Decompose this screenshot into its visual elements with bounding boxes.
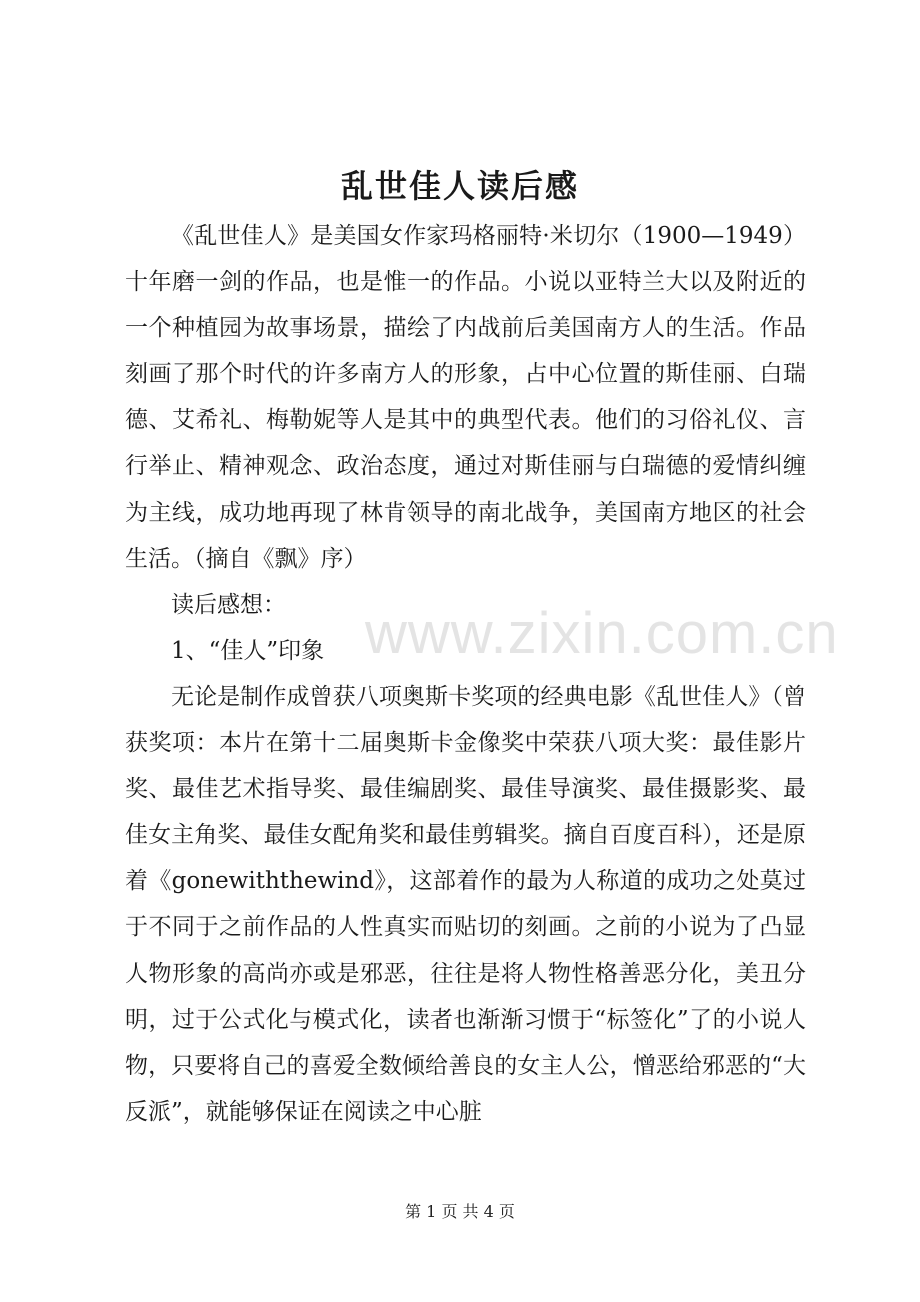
paragraph-heading-thoughts: 读后感想： [171,591,286,618]
document-body [125,213,806,1135]
paragraph-intro: 《乱世佳人》是美国女作家玛格丽特·米切尔（1900—1949）十年磨一剑的作品，也是惟一的作品。小说以亚特兰大以及附近的一个种植园为故事场景，描绘了内战前后美国南方人的生活。作品刻画了那个时代的许多南方人的形象，占中心位置的斯佳丽、白瑞德、艾希礼、梅勒妮等人是其中的典型代表。他们的习俗礼仪、言行举止、精神观念、政治态度，通过对斯佳丽与白瑞德的爱情纠缠为主线，成功地再现了林肯领导的南北战争，美国南方地区的社会生活。（摘自《飘》序） [125,223,806,572]
watermark: www.zixin.com.cn [365,601,839,666]
page-footer: 第 1 页 共 4 页 [405,1202,515,1221]
paragraph-section-1-body: 无论是制作成曾获八项奥斯卡奖项的经典电影《乱世佳人》（曾获奖项：本片在第十二届奥斯卡金像奖中荣获八项大奖：最佳影片奖、最佳艺术指导奖、最佳编剧奖、最佳导演奖、最佳摄影奖、最佳女主角奖、最佳女配角奖和最佳剪辑奖。摘自百度百科），还是原着《gonewiththewind》，这部着作的最为人称道的成功之处莫过于不同于之前作品的人性真实而贴切的刻画。之前的小说为了凸显人物形象的高尚亦或是邪恶，往往是将人物性格善恶分化，美丑分明，过于公式化与模式化，读者也渐渐习惯于“标签化”了的小说人物，只要将自己的喜爱全数倾给善良的女主人公，憎恶给邪恶的“大反派”，就能够保证在阅读之中心脏 [125,683,806,1125]
document-title: 乱世佳人读后感 [340,167,579,205]
paragraph-section-1-heading: 1、“佳人”印象 [171,637,325,664]
